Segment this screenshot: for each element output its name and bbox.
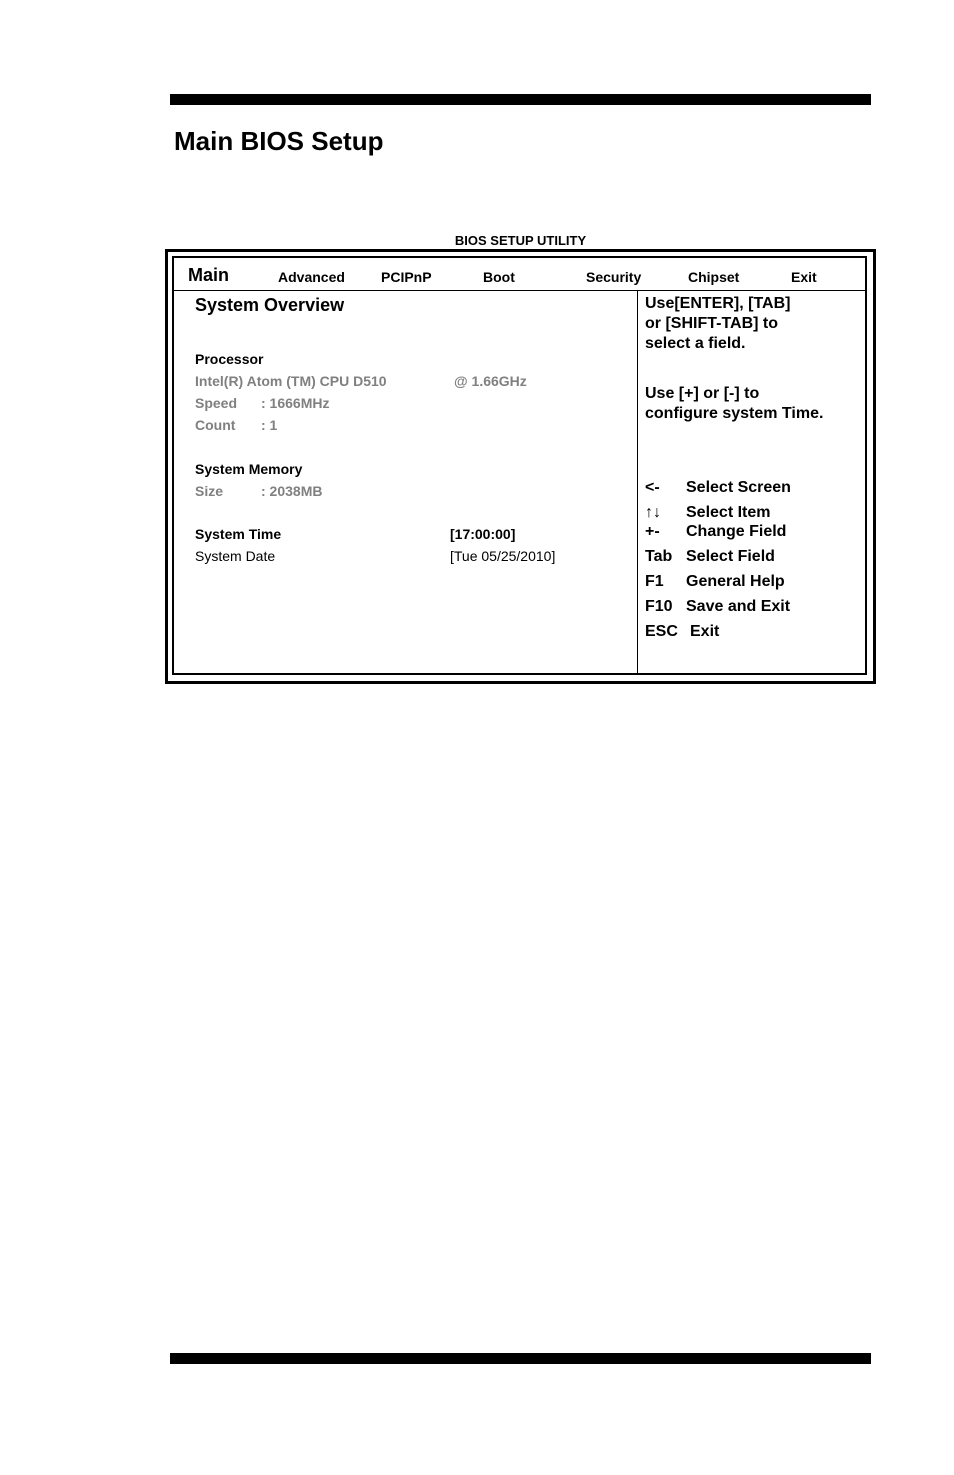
memory-size-value: : 2038MB: [261, 483, 323, 499]
key-select-screen: <-: [645, 479, 660, 496]
key-tab: Tab: [645, 548, 673, 565]
system-date-field[interactable]: [Tue 05/25/2010]: [450, 548, 556, 564]
processor-model: Intel(R) Atom (TM) CPU D510: [195, 373, 387, 389]
key-select-item-action: Select Item: [686, 504, 771, 521]
processor-speed-label: Speed: [195, 395, 238, 411]
key-select-screen-action: Select Screen: [686, 479, 791, 496]
menu-tab-security[interactable]: Security: [586, 269, 642, 285]
arrow-up-down-icon: ↑↓: [645, 504, 661, 521]
menu-tab-boot[interactable]: Boot: [483, 269, 515, 285]
system-date-label: System Date: [195, 548, 276, 564]
menu-tab-main[interactable]: Main: [188, 265, 230, 285]
system-overview-heading: System Overview: [195, 295, 345, 315]
key-change-field: +-: [645, 523, 660, 540]
processor-clock: @ 1.66GHz: [454, 373, 527, 389]
key-f10: F10: [645, 598, 673, 615]
key-f1-action: General Help: [686, 573, 785, 590]
top-rule: [170, 94, 871, 105]
processor-count-value: : 1: [261, 417, 278, 433]
bios-menu-bar: [174, 258, 865, 291]
page-title: Main BIOS Setup: [174, 126, 384, 156]
system-time-label: System Time: [195, 526, 282, 542]
menu-tab-pcipnp[interactable]: PCIPnP: [381, 269, 432, 285]
help-text-line-1: Use[ENTER], [TAB]: [645, 295, 791, 312]
key-esc-action: Exit: [690, 623, 720, 640]
key-esc: ESC: [645, 623, 678, 640]
help-text-line-3: select a field.: [645, 335, 746, 352]
bios-utility-title: BIOS SETUP UTILITY: [454, 233, 587, 248]
processor-heading: Processor: [195, 351, 264, 367]
processor-count-label: Count: [195, 417, 236, 433]
processor-speed-value: : 1666MHz: [261, 395, 330, 411]
help-panel-divider: [637, 291, 638, 673]
system-time-field[interactable]: [17:00:00]: [450, 526, 516, 542]
key-f10-action: Save and Exit: [686, 598, 791, 615]
menu-tab-chipset[interactable]: Chipset: [688, 269, 740, 285]
bottom-rule: [170, 1353, 871, 1364]
key-f1: F1: [645, 573, 664, 590]
help-text-line-2: or [SHIFT-TAB] to: [645, 315, 779, 332]
help-text-line-5: configure system Time.: [645, 405, 824, 422]
key-tab-action: Select Field: [686, 548, 775, 565]
system-memory-heading: System Memory: [195, 461, 303, 477]
help-text-line-4: Use [+] or [-] to: [645, 385, 760, 402]
key-change-field-action: Change Field: [686, 523, 787, 540]
menu-tab-advanced[interactable]: Advanced: [278, 269, 345, 285]
memory-size-label: Size: [195, 483, 224, 499]
bios-screen: [172, 256, 867, 675]
menu-tab-exit[interactable]: Exit: [791, 269, 817, 285]
